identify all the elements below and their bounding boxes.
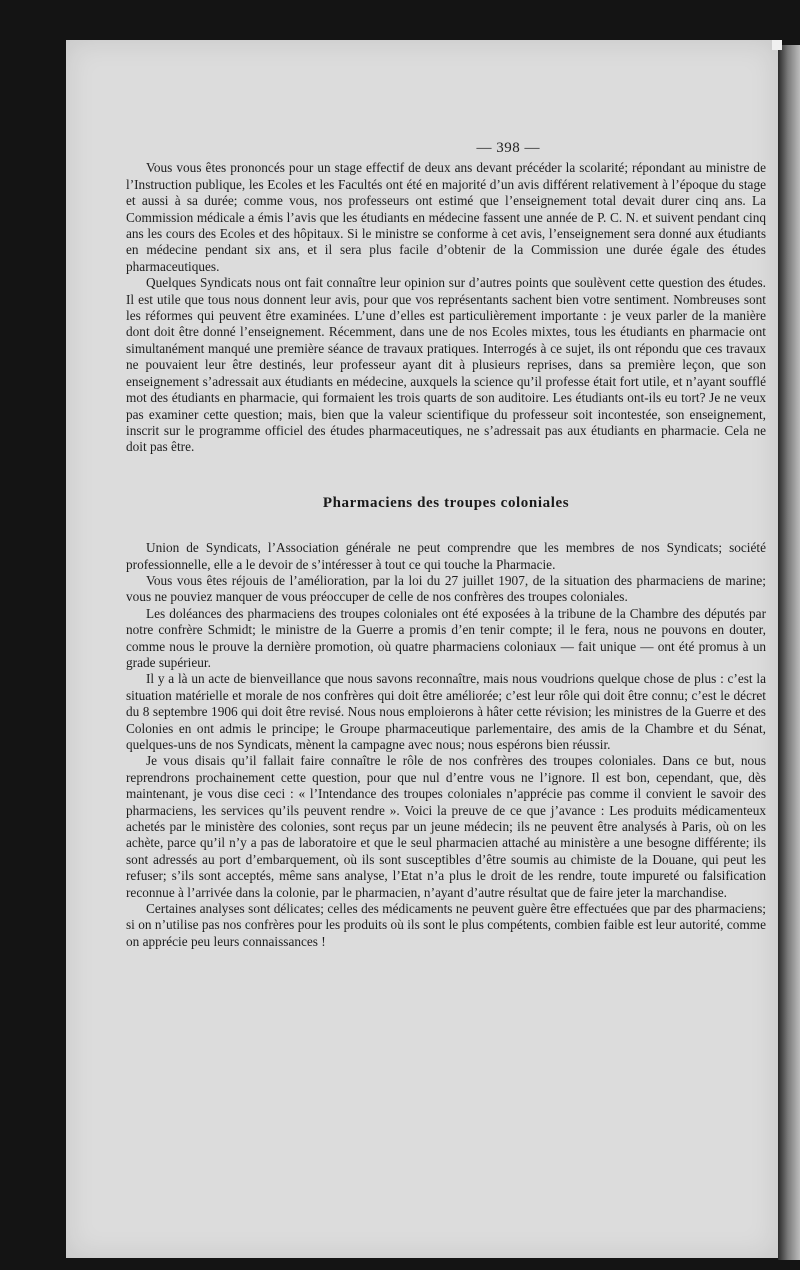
- colonial-pharmacists-section: [126, 540, 766, 950]
- page-edge-shadow: [778, 45, 800, 1260]
- section-heading: Pharmaciens des troupes coloniales: [322, 494, 570, 511]
- paragraph: Je vous disais qu’il fallait faire connaître le rôle de nos confrères des troupes coloniales. Dans ce but, nous reprendrons prochainement cette question, pour que nul d’entre vous ne l’ignore. Il est bon, cependant, que, dès maintenant, je vous dise ceci : « l’Intendance des troupes coloniales n’apprécie pas comme il convient le savoir des pharmaciens, les services qu’ils peuvent rendre ». Voici la preuve de ce que j’avance : Les produits médicamenteux achetés par le ministère des colonies, sont reçus par un jeune médecin; ils ne peuvent être analysés à Paris, où on les achète, parce qu’il n’y a pas de laboratoire et que le seul pharmacien attaché au ministère a une besogne différente; ils sont adressés au port d’embarquement, où ils sont susceptibles d’être soumis au chimiste de la Douane, qui peut les refuser; s’ils sont acceptés, même sans analyse, l’Etat n’a plus le droit de les rendre, toute impureté ou falsification reconnue à l’arrivée dans la colonie, par le pharmacien, n’ayant d’autre résultat que de faire jeter la marchandise.: [126, 753, 766, 900]
- paragraph: Certaines analyses sont délicates; celles des médicaments ne peuvent guère être effectuées que par des pharmaciens; si on n’utilise pas nos confrères pour les produits où ils sont le plus compétents, combien faible est leur autorité, comme on apprécie peu leurs connaissances !: [126, 901, 766, 949]
- paragraph: Vous vous êtes prononcés pour un stage effectif de deux ans devant précéder la scolarité; répondant au ministre de l’Instruction publique, les Ecoles et les Facultés ont été en majorité d’un avis différent relativement à l’époque du stage et aussi à sa durée; comme vous, nos professeurs ont estimé que l’enseignement total devait durer cinq ans. La Commission médicale a émis l’avis que les étudiants en médecine fassent une année de P. C. N. et suivent pendant cinq ans les cours des Ecoles et des hôpitaux. Si le ministre se conforme à cet avis, l’enseignement sera donné aux étudiants en médecine pendant six ans, et il sera plus facile d’obtenir de la Commission une durée égale des études pharmaceutiques.: [126, 160, 766, 274]
- paragraph: Il y a là un acte de bienveillance que nous savons reconnaître, mais nous voudrions quelque chose de plus : c’est la situation matérielle et morale de nos confrères qui doit être améliorée; c’est leur rôle qui doit être connu; c’est le décret du 8 septembre 1906 qui doit être revisé. Nous nous emploierons à hâter cette révision; les ministres de la Guerre et des Colonies en ont admis le principe; le Groupe pharmaceutique parlementaire, des amis de la Chambre et du Sénat, quelques-uns de nos Syndicats, mènent la campagne avec nous; nous espérons bien réussir.: [126, 671, 766, 752]
- paragraph: Vous vous êtes réjouis de l’amélioration, par la loi du 27 juillet 1907, de la situation des pharmaciens de marine; vous ne pouviez manquer de vous préoccuper de celle de nos confrères des troupes coloniales.: [126, 572, 766, 605]
- page-content: [126, 140, 766, 950]
- paragraph: Quelques Syndicats nous ont fait connaître leur opinion sur d’autres points que soulèvent cette question des études. Il est utile que tous nous donnent leur avis, pour que vos représentants sachent bien votre sentiment. Nombreuses sont les réformes qui peuvent être examinées. L’une d’elles est particulièrement importante : je veux parler de la manière dont doit être donné l’enseignement. Récemment, dans une de nos Ecoles mixtes, tous les étudiants en pharmacie ont simultanément manqué une première séance de travaux pratiques. Interrogés à ce sujet, ils ont répondu que ces travaux ne pouvaient leur être destinés, leur professeur ayant dit à plusieurs reprises, dans sa première leçon, que son enseignement s’adressait aux étudiants en médecine, auxquels la science qu’il professe était fort utile, et n’ayant soufflé mot des étudiants en pharmacie, qui formaient les trois quarts de son auditoire. Les étudiants ont-ils eu tort? Je ne veux pas examiner cette question; mais, bien que la valeur scientifique du professeur soit incontestée, son enseignement, inscrit sur le programme officiel des études pharmaceutiques, ne s’adressait pas aux étudiants en pharmacie. Cela ne doit pas être.: [126, 275, 766, 455]
- scan-corner-mark: [772, 40, 782, 50]
- paragraph: Union de Syndicats, l’Association générale ne peut comprendre que les membres de nos Syndicats; société professionnelle, elle a le devoir de s’intéresser à tout ce qui touche la Pharmacie.: [126, 540, 766, 572]
- page-number: — 398 —: [476, 140, 540, 156]
- paragraph: Les doléances des pharmaciens des troupes coloniales ont été exposées à la tribune de la Chambre des députés par notre confrère Schmidt; le ministre de la Guerre a promis d’en tenir compte; il le fera, nous ne pouvons en douter, comme nous le prouve la dernière promotion, où quatre pharmaciens coloniaux — fait unique — ont été promus à un grade supérieur.: [126, 605, 766, 670]
- studies-section: [126, 160, 766, 455]
